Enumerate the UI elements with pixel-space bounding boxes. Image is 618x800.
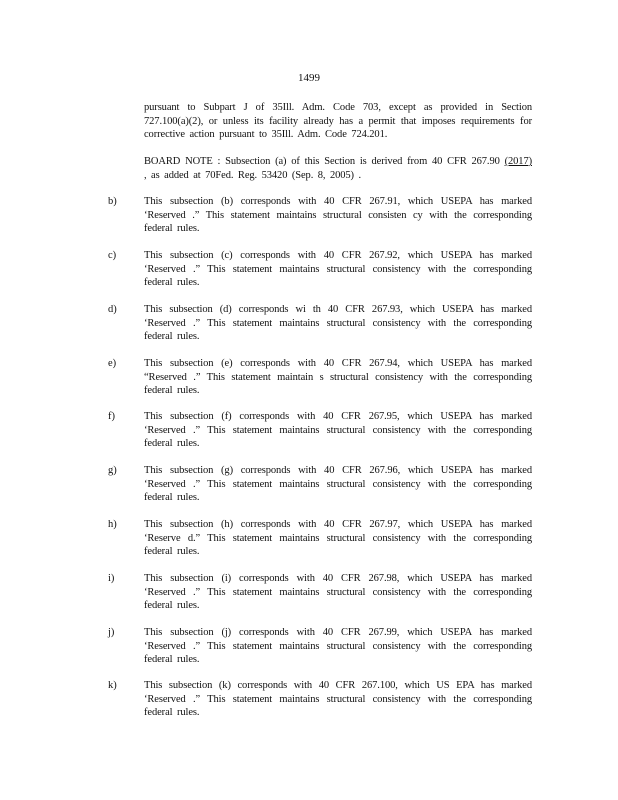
page-number: 1499	[298, 72, 320, 84]
subsection-text: This subsection (g) corresponds with 40 CFR 267.96, which USEPA has marked ‘Reserved .” This statement maintains structural consistency with the corresponding federal rules.	[144, 465, 532, 503]
subsection-text: This subsection (f) corresponds with 40 CFR 267.95, which USEPA has marked ‘Reserved .” This statement maintains structural consistency with the corresponding federal rules.	[144, 411, 532, 449]
subsection-label: b)	[108, 196, 117, 207]
subsection-text: This subsection (k) corresponds with 40 CFR 267.100, which US EPA has marked ‘Reserved .” This statement maintains structural consistency with the corresponding federal rules.	[144, 680, 532, 718]
subsection-text: This subsection (c) corresponds with 40 CFR 267.92, which USEPA has marked ‘Reserved .” This statement maintains structural consistency with the corresponding federal rules.	[144, 250, 532, 288]
subsection-label: d)	[108, 304, 117, 315]
board-note-text: BOARD NOTE : Subsection (a) of this Section is derived from 40 CFR 267.90	[144, 156, 505, 167]
subsection-text: This subsection (d) corresponds wi th 40 CFR 267.93, which USEPA has marked ‘Reserved .” This statement maintains structural consistency with the corresponding federal rules.	[144, 304, 532, 342]
board-note-source: as added at 70Fed. Reg. 53420 (Sep. 8, 2005) .	[146, 169, 362, 181]
subsection-text: This subsection (i) corresponds with 40 CFR 267.98, which USEPA has marked ‘Reserved .” This statement maintains structural consistency with the corresponding federal rules.	[144, 573, 532, 611]
subsection-text: This subsection (h) corresponds with 40 CFR 267.97, which USEPA has marked ‘Reserve d.” This statement maintains structural consistency with the corresponding federal rules.	[144, 519, 532, 557]
subsection-label: c)	[108, 250, 117, 261]
subsection-text: This subsection (b) corresponds with 40 CFR 267.91, which USEPA has marked ‘Reserved .” This statement maintains structural consisten cy with the corresponding federal rules.	[144, 196, 532, 234]
subsection-label: g)	[108, 465, 117, 476]
board-note-year: (2017) ,	[144, 156, 532, 181]
intro-paragraph: pursuant to Subpart J of 35Ill. Adm. Code 703, except as provided in Section 727.100(a)(2), or unless its facility already has a permit that imposes requirements for corrective action pursuant to 35Ill. Adm. Code 724.201.	[144, 102, 532, 140]
subsection-label: e)	[108, 358, 117, 369]
subsection-label: j)	[108, 627, 115, 638]
subsection-label: f)	[108, 411, 115, 422]
subsection-text: This subsection (j) corresponds with 40 CFR 267.99, which USEPA has marked ‘Reserved .” This statement maintains structural consistency with the corresponding federal rules.	[144, 627, 532, 665]
subsection-label: h)	[108, 519, 117, 530]
subsection-label: i)	[108, 573, 115, 584]
subsection-text: This subsection (e) corresponds with 40 CFR 267.94, which USEPA has marked “Reserved .” This statement maintain s structural consistency with the corresponding federal rules.	[144, 358, 532, 396]
subsection-label: k)	[108, 680, 117, 691]
board-note	[144, 155, 532, 182]
